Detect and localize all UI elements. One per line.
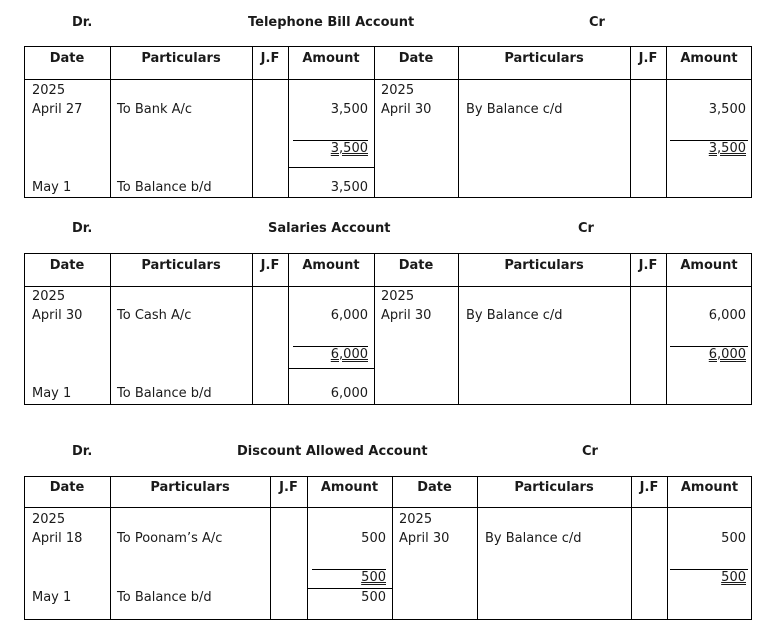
ledger-table: [24, 46, 752, 198]
credit-total: 3,500: [708, 141, 746, 156]
bd-particulars: To Balance b/d: [117, 386, 212, 401]
debit-particulars: To Poonam’s A/c: [117, 531, 223, 546]
debit-year: 2025: [32, 512, 66, 527]
debit-year: 2025: [32, 83, 66, 98]
debit-amount: 3,500: [330, 102, 368, 117]
ledger-table: [24, 253, 752, 405]
credit-date: April 30: [399, 531, 450, 546]
total-rule: [308, 588, 392, 589]
header-amount: Amount: [680, 51, 738, 66]
debit-date: April 30: [32, 308, 83, 323]
header-date: Date: [398, 51, 434, 66]
debit-total: 6,000: [330, 347, 368, 362]
header-divider: [24, 79, 752, 80]
debit-total: 500: [361, 570, 386, 585]
bd-date: May 1: [32, 180, 72, 195]
credit-amount: 6,000: [708, 308, 746, 323]
bd-amount: 3,500: [330, 180, 368, 195]
debit-total: 3,500: [330, 141, 368, 156]
total-rule: [289, 167, 374, 168]
debit-particulars: To Bank A/c: [117, 102, 193, 117]
cr-label: Cr: [578, 221, 594, 236]
ledger-title: Telephone Bill Account: [248, 15, 415, 30]
header-jf: J.F: [279, 480, 298, 495]
debit-date: April 27: [32, 102, 83, 117]
bd-particulars: To Balance b/d: [117, 590, 212, 605]
header-jf: J.F: [260, 51, 280, 66]
credit-amount: 3,500: [708, 102, 746, 117]
header-particulars: Particulars: [141, 51, 221, 66]
bd-date: May 1: [32, 590, 72, 605]
debit-year: 2025: [32, 289, 66, 304]
credit-particulars: By Balance c/d: [466, 308, 563, 323]
credit-year: 2025: [381, 289, 415, 304]
bd-particulars: To Balance b/d: [117, 180, 212, 195]
header-particulars: Particulars: [504, 258, 584, 273]
bd-date: May 1: [32, 386, 72, 401]
total-rule: [289, 368, 374, 369]
header-particulars: Particulars: [514, 480, 594, 495]
credit-year: 2025: [381, 83, 415, 98]
cr-label: Cr: [589, 15, 605, 30]
header-date: Date: [398, 258, 434, 273]
header-jf: J.F: [638, 258, 658, 273]
bd-amount: 6,000: [330, 386, 368, 401]
header-particulars: Particulars: [504, 51, 584, 66]
header-divider: [24, 286, 752, 287]
dr-label: Dr.: [72, 15, 93, 30]
bd-amount: 500: [361, 590, 386, 605]
header-date: Date: [49, 258, 85, 273]
credit-total: 6,000: [708, 347, 746, 362]
header-amount: Amount: [320, 480, 379, 495]
credit-particulars: By Balance c/d: [466, 102, 563, 117]
header-jf: J.F: [639, 480, 659, 495]
header-particulars: Particulars: [141, 258, 221, 273]
ledger-title: Discount Allowed Account: [237, 444, 428, 459]
header-jf: J.F: [260, 258, 280, 273]
dr-label: Dr.: [72, 221, 93, 236]
debit-date: April 18: [32, 531, 83, 546]
credit-year: 2025: [399, 512, 433, 527]
credit-date: April 30: [381, 308, 432, 323]
ledger-title: Salaries Account: [268, 221, 391, 236]
cr-label: Cr: [582, 444, 598, 459]
header-particulars: Particulars: [150, 480, 230, 495]
credit-date: April 30: [381, 102, 432, 117]
header-amount: Amount: [680, 480, 739, 495]
header-date: Date: [49, 51, 85, 66]
credit-amount: 500: [721, 531, 746, 546]
credit-total: 500: [721, 570, 746, 585]
header-amount: Amount: [302, 51, 360, 66]
debit-amount: 500: [361, 531, 386, 546]
header-jf: J.F: [638, 51, 658, 66]
header-amount: Amount: [302, 258, 360, 273]
dr-label: Dr.: [72, 444, 93, 459]
debit-amount: 6,000: [330, 308, 368, 323]
header-date: Date: [417, 480, 452, 495]
debit-particulars: To Cash A/c: [117, 308, 192, 323]
credit-particulars: By Balance c/d: [485, 531, 582, 546]
header-amount: Amount: [680, 258, 738, 273]
header-date: Date: [49, 480, 85, 495]
header-divider: [24, 507, 752, 508]
